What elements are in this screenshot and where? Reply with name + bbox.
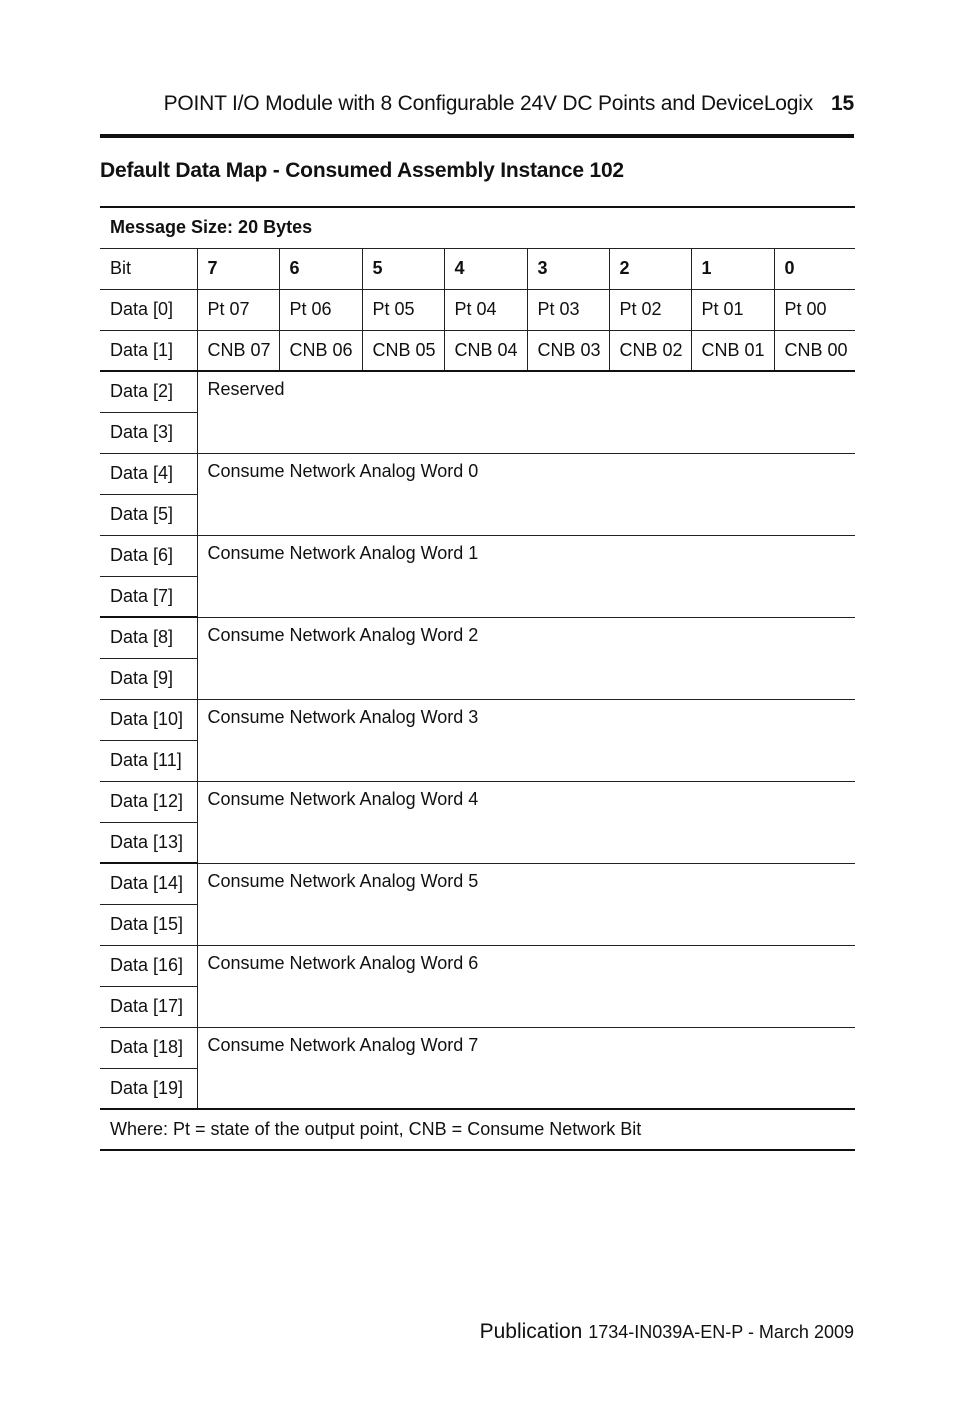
table-cell: CNB 05 <box>362 330 444 371</box>
row-label: Data [0] <box>100 289 197 330</box>
message-size-row <box>100 207 855 248</box>
bit-header-cell: 0 <box>774 248 855 289</box>
table-row <box>100 371 855 412</box>
table-cell: Pt 04 <box>444 289 527 330</box>
row-label: Data [14] <box>100 863 197 904</box>
row-label: Data [8] <box>100 617 197 658</box>
row-label: Data [18] <box>100 1027 197 1068</box>
table-cell: CNB 06 <box>279 330 362 371</box>
row-label: Data [13] <box>100 822 197 863</box>
row-label: Data [4] <box>100 453 197 494</box>
table-cell: Pt 06 <box>279 289 362 330</box>
row-label: Data [17] <box>100 986 197 1027</box>
table-row <box>100 453 855 494</box>
table-cell: Pt 00 <box>774 289 855 330</box>
bit-header-cell: 7 <box>197 248 279 289</box>
table-cell: CNB 02 <box>609 330 691 371</box>
row-label: Data [15] <box>100 904 197 945</box>
row-label: Data [19] <box>100 1068 197 1109</box>
table-row <box>100 781 855 822</box>
table-cell: CNB 07 <box>197 330 279 371</box>
table-cell: Pt 02 <box>609 289 691 330</box>
row-label: Data [12] <box>100 781 197 822</box>
group-value: Consume Network Analog Word 0 <box>197 453 855 535</box>
table-cell: Pt 07 <box>197 289 279 330</box>
group-value: Consume Network Analog Word 6 <box>197 945 855 1027</box>
table-cell: Pt 01 <box>691 289 774 330</box>
bit-label: Bit <box>100 248 197 289</box>
page-footer <box>100 1320 854 1344</box>
table-row <box>100 863 855 904</box>
publication-number: 1734-IN039A-EN-P - March 2009 <box>588 1322 854 1342</box>
message-size: Message Size: 20 Bytes <box>100 207 855 248</box>
bit-header-cell: 4 <box>444 248 527 289</box>
group-value: Consume Network Analog Word 1 <box>197 535 855 617</box>
group-value: Consume Network Analog Word 4 <box>197 781 855 863</box>
header-rule <box>100 134 854 138</box>
row-label: Data [9] <box>100 658 197 699</box>
group-value: Consume Network Analog Word 2 <box>197 617 855 699</box>
row-label: Data [2] <box>100 371 197 412</box>
group-value: Consume Network Analog Word 5 <box>197 863 855 945</box>
data-map-table <box>100 206 855 1151</box>
row-label: Data [16] <box>100 945 197 986</box>
bit-header-cell: 6 <box>279 248 362 289</box>
row-label: Data [7] <box>100 576 197 617</box>
bit-header-row <box>100 248 855 289</box>
group-value: Consume Network Analog Word 3 <box>197 699 855 781</box>
table-cell: CNB 03 <box>527 330 609 371</box>
page-header <box>100 92 854 116</box>
group-value: Reserved <box>197 371 855 453</box>
table-cell: CNB 01 <box>691 330 774 371</box>
bit-header-cell: 3 <box>527 248 609 289</box>
table-note: Where: Pt = state of the output point, CNB = Consume Network Bit <box>100 1109 855 1150</box>
table-row <box>100 289 855 330</box>
row-label: Data [3] <box>100 412 197 453</box>
table-row <box>100 699 855 740</box>
bit-header-cell: 1 <box>691 248 774 289</box>
page-number: 15 <box>831 92 854 115</box>
table-cell: Pt 05 <box>362 289 444 330</box>
row-label: Data [1] <box>100 330 197 371</box>
table-row <box>100 945 855 986</box>
group-value: Consume Network Analog Word 7 <box>197 1027 855 1109</box>
table-cell: CNB 00 <box>774 330 855 371</box>
row-label: Data [6] <box>100 535 197 576</box>
header-title: POINT I/O Module with 8 Configurable 24V DC Points and DeviceLogix <box>163 92 814 115</box>
row-label: Data [5] <box>100 494 197 535</box>
note-row <box>100 1109 855 1150</box>
row-label: Data [10] <box>100 699 197 740</box>
table-cell: CNB 04 <box>444 330 527 371</box>
table-cell: Pt 03 <box>527 289 609 330</box>
table-row <box>100 617 855 658</box>
row-label: Data [11] <box>100 740 197 781</box>
publication-label: Publication <box>479 1320 583 1343</box>
section-title: Default Data Map - Consumed Assembly Instance 102 <box>100 159 624 182</box>
bit-header-cell: 2 <box>609 248 691 289</box>
table-row <box>100 535 855 576</box>
bit-header-cell: 5 <box>362 248 444 289</box>
table-row <box>100 1027 855 1068</box>
table-row <box>100 330 855 371</box>
